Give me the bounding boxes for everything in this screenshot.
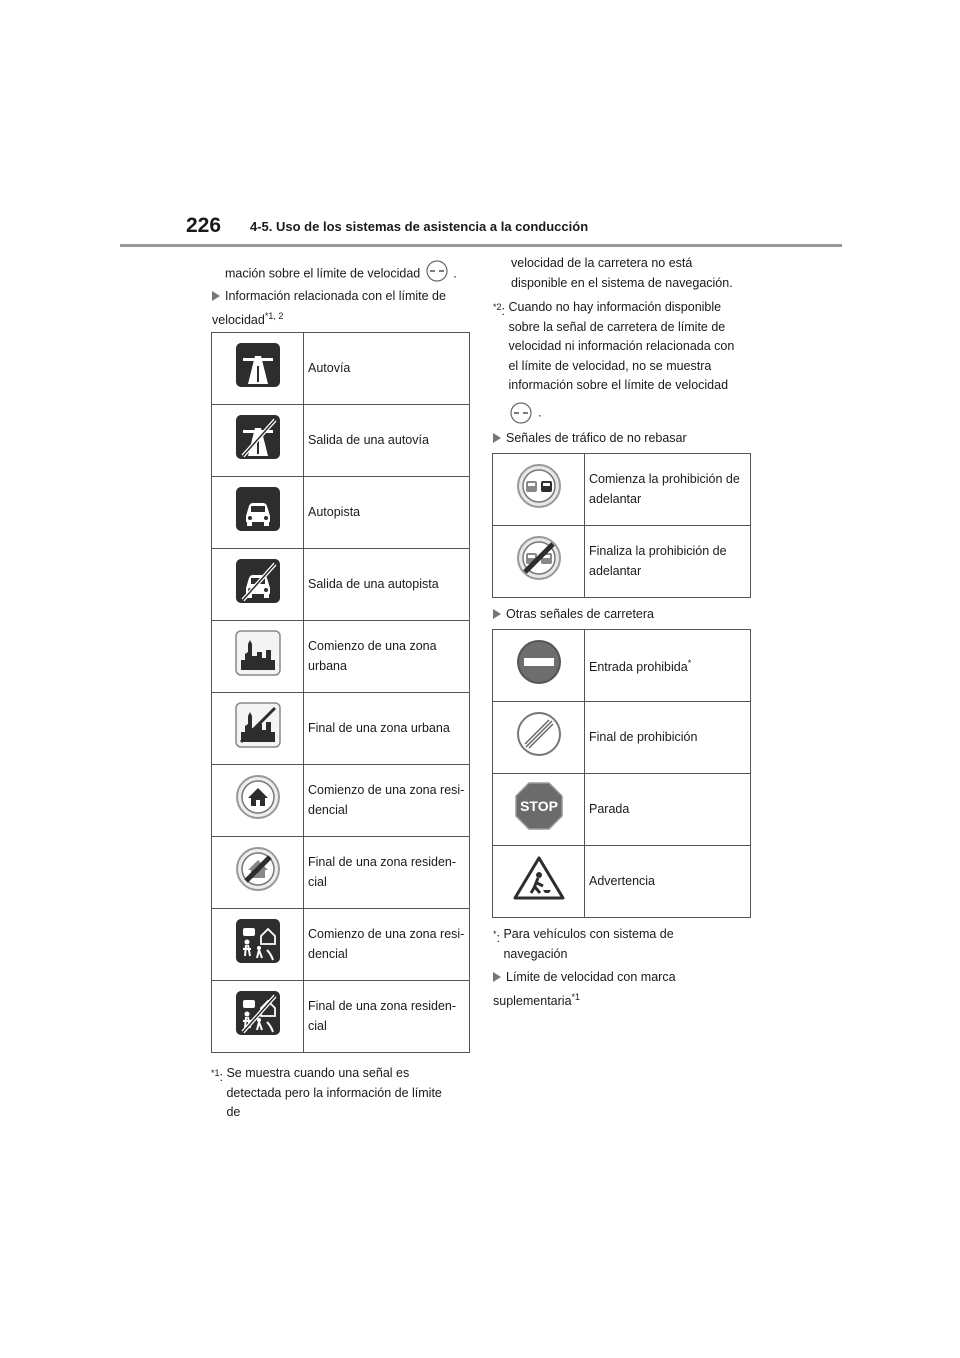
sign-label-text: Final de una zona urbana (308, 720, 450, 735)
no-entry-sign-icon (515, 638, 563, 686)
bullet-supplementary (493, 968, 751, 1011)
sign-cell (212, 981, 304, 1053)
motorway-exit-sign-icon (235, 414, 281, 460)
bullet-speed-info (212, 287, 467, 330)
living-street-sign-icon (235, 918, 281, 964)
speed-info-row (212, 549, 470, 621)
sign-label-text: Parada (589, 801, 630, 816)
stop-sign-text: STOP (519, 798, 558, 815)
sign-label-text: Autopista (308, 504, 361, 519)
footnote-2: $^{*2}$: Cuando no hay información disponible sobre la señal de carretera de límite de velocidad ni información relacionada con el límite de velocidad, no se muestra información sobre el límite de velocidad . (493, 298, 751, 430)
sign-cell (212, 405, 304, 477)
speed-info-row (212, 837, 470, 909)
bullet-arrow-icon (493, 609, 501, 619)
bullet-arrow-icon (493, 972, 501, 982)
sign-label (304, 981, 470, 1053)
sign-label-text: Comienza la prohibición de adelantar (589, 472, 740, 506)
speed-info-row (212, 693, 470, 765)
footnote-2-mark: *2 (493, 302, 502, 312)
sign-cell (212, 693, 304, 765)
residential-zone-sign-icon (234, 773, 282, 821)
other-signs-table (492, 629, 751, 918)
other-sign-row (493, 774, 751, 846)
sign-label-text: Salida de una autopista (308, 576, 439, 591)
sign-cell (493, 774, 585, 846)
sign-label-text: Advertencia (589, 873, 656, 888)
sign-label-text: Comienzo de una zona resi-dencial (308, 927, 465, 961)
sign-cell (212, 837, 304, 909)
sign-label (304, 333, 470, 405)
sign-label-text: Final de una zona residen-cial (308, 855, 457, 889)
sign-cell (212, 477, 304, 549)
sign-label-text: Final de prohibición (589, 729, 698, 744)
sign-label (304, 405, 470, 477)
expressway-exit-sign-icon (235, 558, 281, 604)
speed-info-table (211, 332, 470, 1053)
dash-speed-icon-2 (508, 402, 534, 431)
residential-zone-end-sign-icon (234, 845, 282, 893)
footnote-2-text: Cuando no hay información disponible sobre la señal de carretera de límite de velocidad ni información relacionada con el límite de velocidad, no se muestra información sobre el límite de velocidad (508, 300, 735, 392)
bullet-speed-info-text: Información relacionada con el límite de velocidad (212, 289, 446, 327)
speed-info-row (212, 333, 470, 405)
sign-label (304, 549, 470, 621)
expressway-sign-icon (235, 486, 281, 532)
page-number: 226 (186, 214, 222, 237)
sign-label (585, 526, 751, 598)
sign-label (304, 837, 470, 909)
sign-label-text: Final de una zona residen-cial (308, 999, 457, 1033)
sign-label (585, 630, 751, 702)
urban-zone-sign-icon (235, 630, 281, 676)
footnote-1-text: Se muestra cuando una señal es detectada pero la información de límite de (226, 1066, 442, 1119)
sign-label (304, 693, 470, 765)
speed-info-row (212, 981, 470, 1053)
speed-info-row (212, 621, 470, 693)
intro-line: mación sobre el límite de velocidad (225, 266, 421, 281)
no-overtaking-sign-icon (515, 462, 563, 510)
sign-cell (493, 454, 585, 526)
speed-info-row (212, 405, 470, 477)
footnote-3-text: Para vehículos con sistema de navegación (503, 927, 674, 961)
sign-cell (212, 621, 304, 693)
bullet-arrow-icon (493, 433, 501, 443)
other-sign-row (493, 702, 751, 774)
intro-end: . (453, 266, 457, 281)
bullet-overtaking-text: Señales de tráfico de no rebasar (506, 431, 687, 445)
bullet-arrow-icon (212, 291, 220, 301)
sign-cell (493, 526, 585, 598)
roadworks-warning-sign-icon (513, 855, 565, 901)
bullet-supplementary-text: Límite de velocidad con marca suplementaria (493, 970, 676, 1008)
intro-text (225, 260, 457, 289)
sign-label-text: Finaliza la prohibición de adelantar (589, 544, 727, 578)
dash-speed-icon (424, 260, 450, 289)
overtaking-row (493, 526, 751, 598)
sign-label (304, 909, 470, 981)
sign-cell (212, 765, 304, 837)
sign-label (304, 621, 470, 693)
other-sign-row (493, 846, 751, 918)
footnote-3-mark: * (493, 929, 497, 939)
sign-label (304, 477, 470, 549)
overtaking-row (493, 454, 751, 526)
sign-cell (212, 333, 304, 405)
sign-label (585, 702, 751, 774)
section-title: 4-5. Uso de los sistemas de asistencia a la conducción (250, 219, 589, 234)
living-street-end-sign-icon (235, 990, 281, 1036)
speed-info-row (212, 765, 470, 837)
continued-text: velocidad de la carretera no está disponible en el sistema de navegación. (511, 256, 733, 290)
sign-label (585, 846, 751, 918)
sign-cell (212, 909, 304, 981)
sign-label-text: Salida de una autovía (308, 432, 429, 447)
bullet-overtaking (493, 429, 687, 449)
footnote-3: *: Para vehículos con sistema de navegación (493, 925, 751, 964)
bullet-speed-info-sup: *1, 2 (264, 310, 284, 321)
other-sign-row (493, 630, 751, 702)
sign-label-text: Comienzo de una zona urbana (308, 639, 437, 673)
sign-label-sup: * (687, 657, 692, 668)
sign-cell (493, 846, 585, 918)
header-rule (120, 244, 842, 247)
bullet-supplementary-sup: *1 (571, 991, 581, 1002)
sign-cell (493, 630, 585, 702)
footnote-1-mark: *1 (211, 1068, 220, 1078)
end-prohibition-sign-icon (515, 710, 563, 758)
motorway-sign-icon (235, 342, 281, 388)
sign-label (304, 765, 470, 837)
stop-sign-icon (514, 781, 564, 831)
footnote-1: $^{*1}$: Se muestra cuando una señal es detectada pero la información de límite de (211, 1064, 469, 1123)
bullet-other-signs (493, 605, 654, 625)
sign-label-text: Comienzo de una zona resi-dencial (308, 783, 465, 817)
sign-cell (493, 702, 585, 774)
sign-cell (212, 549, 304, 621)
bullet-other-signs-text: Otras señales de carretera (506, 607, 654, 621)
urban-zone-end-sign-icon (235, 702, 281, 748)
sign-label (585, 774, 751, 846)
overtaking-table (492, 453, 751, 598)
end-no-overtaking-sign-icon (515, 534, 563, 582)
sign-label (585, 454, 751, 526)
sign-label-text: Autovía (308, 360, 351, 375)
speed-info-row (212, 477, 470, 549)
speed-info-row (212, 909, 470, 981)
footnote-2-end: . (537, 405, 542, 420)
sign-label-text: Entrada prohibida (589, 659, 688, 674)
